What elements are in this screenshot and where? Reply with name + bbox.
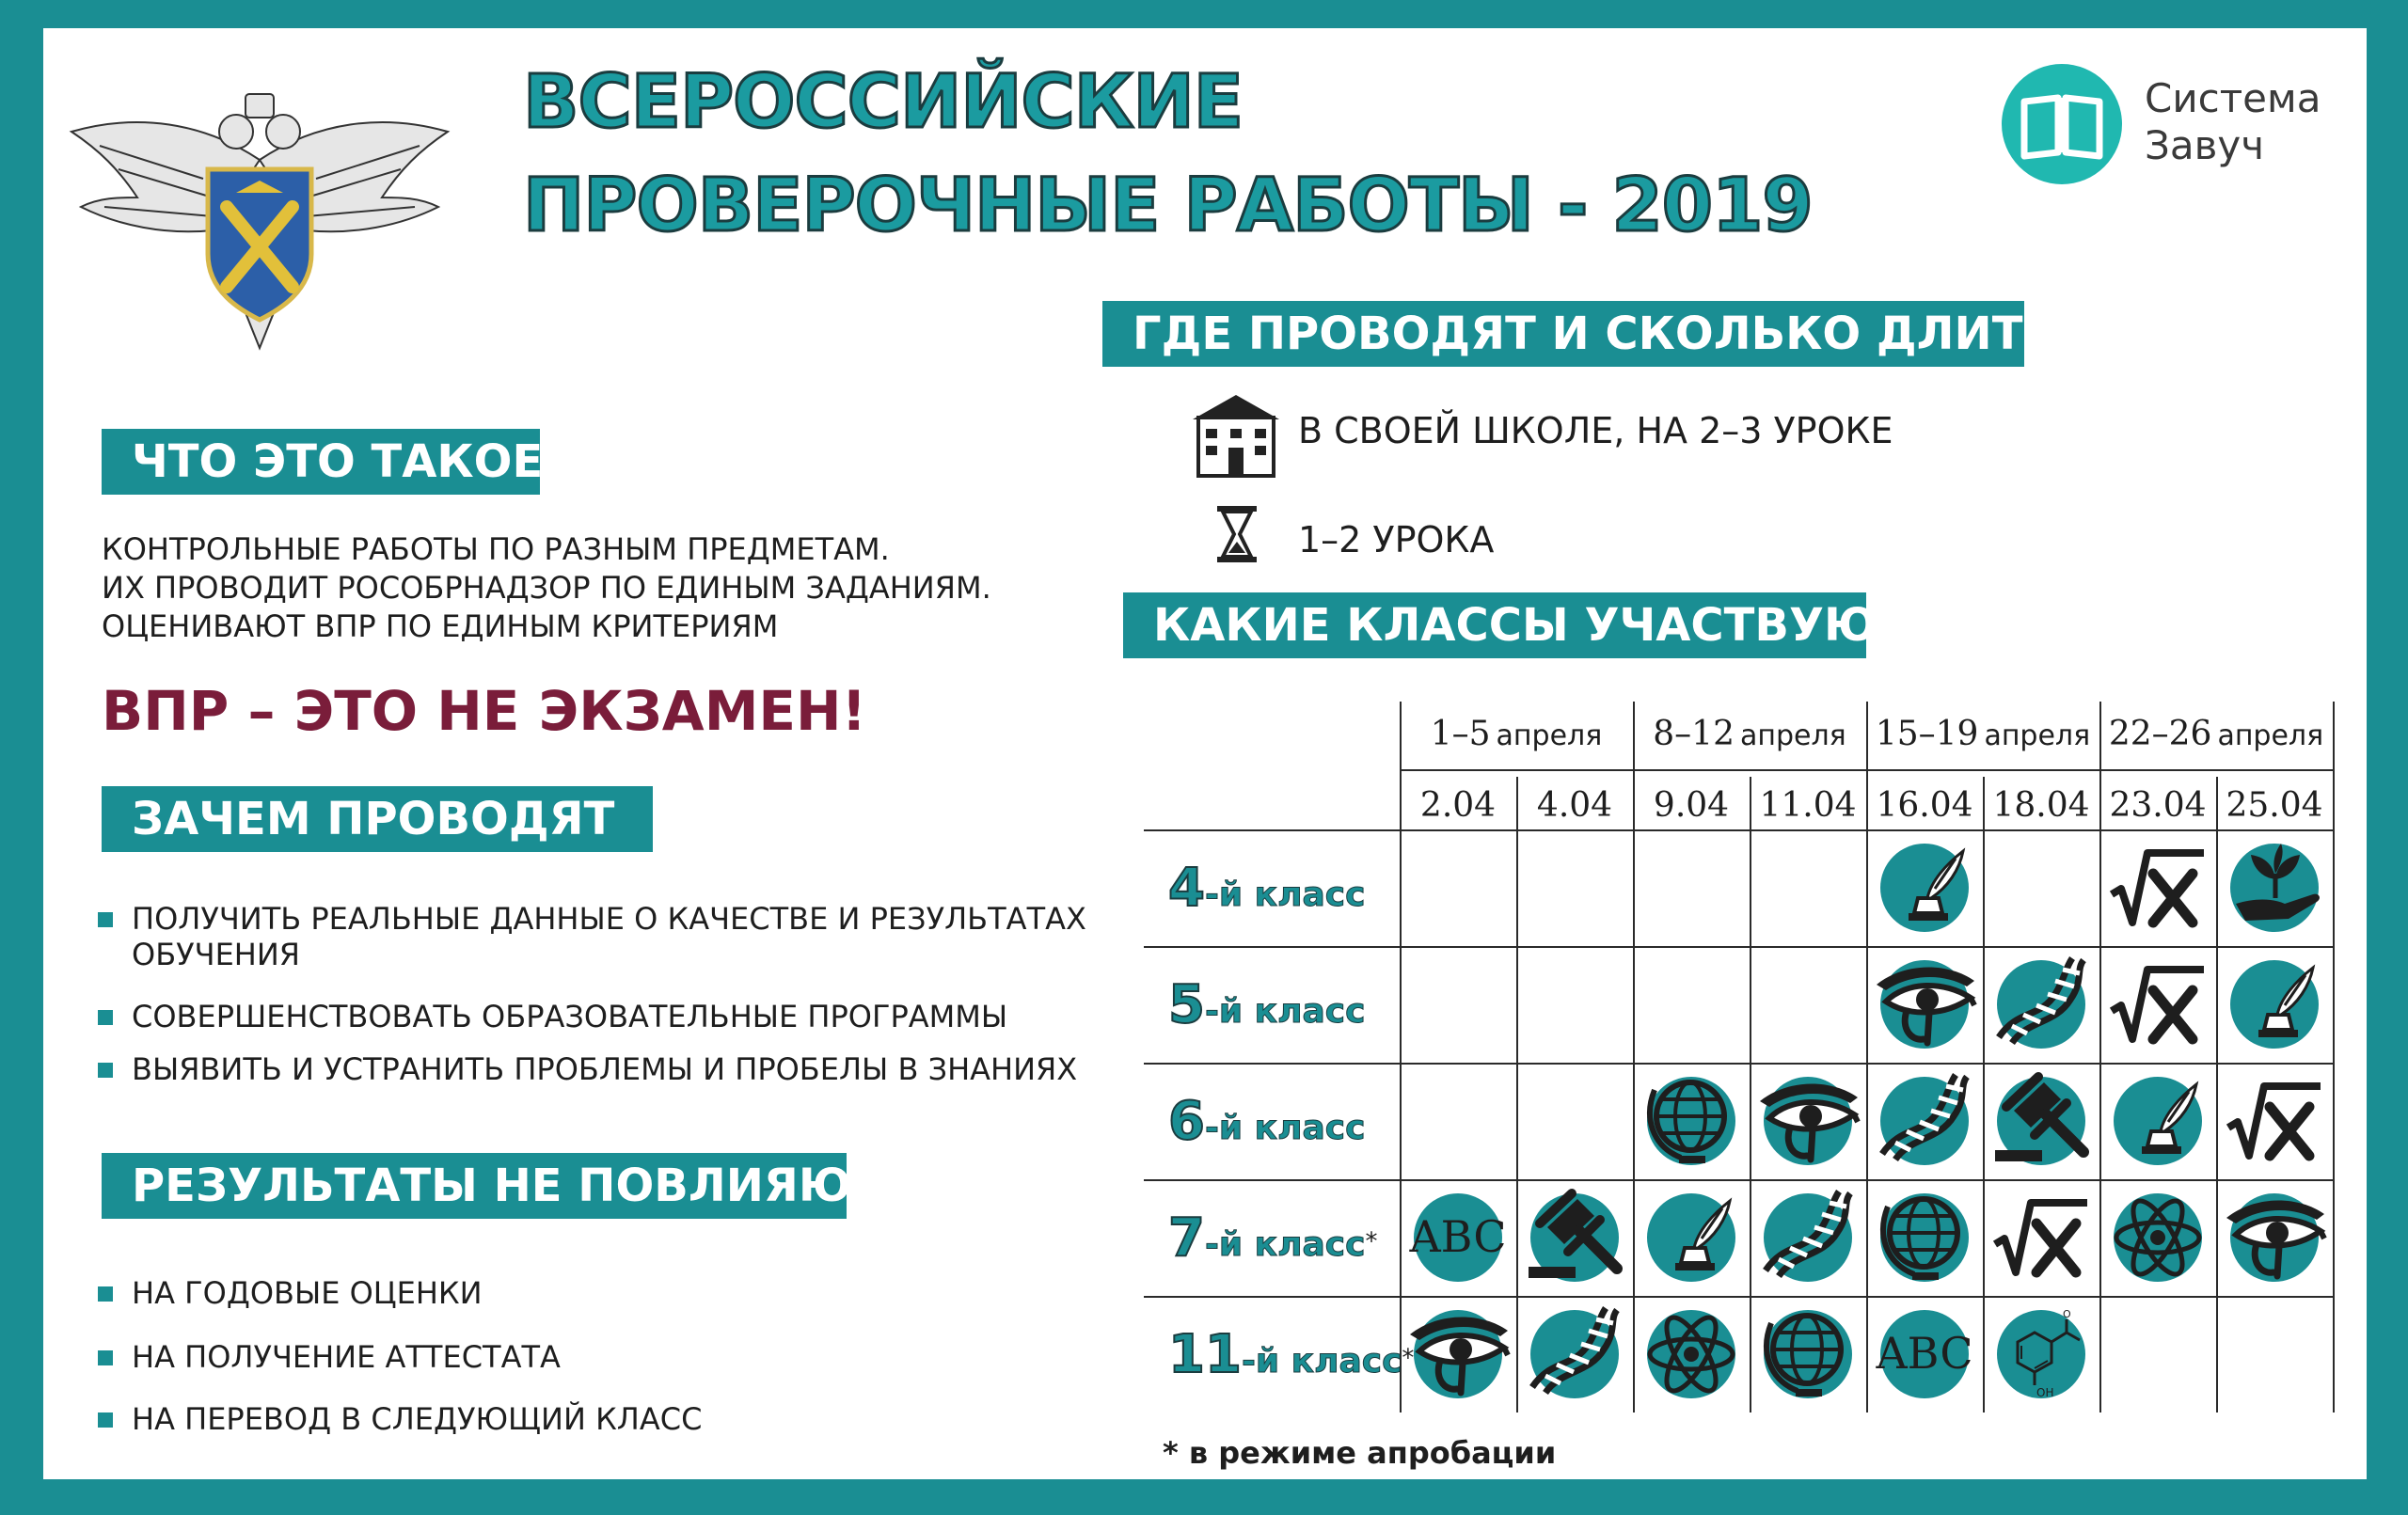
plant-hand-glyph [2223, 836, 2326, 939]
grid-line-vertical [2333, 702, 2335, 1412]
bullet-square-icon [98, 1286, 113, 1302]
sqrt-x-glyph [2106, 953, 2210, 1056]
grade-suffix: -й класс [1204, 1225, 1366, 1264]
approbation-note: * в режиме апробации [1163, 1435, 1557, 1471]
grade-label [1168, 1324, 1414, 1385]
hourglass-icon [1213, 504, 1260, 564]
grade-suffix: -й класс [1241, 1342, 1402, 1381]
grid-line-vertical [1750, 777, 1751, 1412]
sqrt-x-icon [2106, 953, 2210, 1056]
results-item-2-text: НА ПОЛУЧЕНИЕ АТТЕСТАТА [132, 1339, 561, 1375]
eye-of-horus-glyph [1406, 1302, 1510, 1406]
eye-of-horus-icon [1406, 1302, 1510, 1406]
grade-star: * [1402, 1344, 1415, 1373]
sqrt-x-icon [2106, 836, 2210, 939]
duration-text: 1–2 УРОКА [1298, 519, 1495, 560]
day-label: 23.04 [2109, 786, 2207, 825]
why-item-1-line-1: ПОЛУЧИТЬ РЕАЛЬНЫЕ ДАННЫЕ О КАЧЕСТВЕ И РЕЗУЛЬТАТАХ [132, 901, 1086, 937]
dna-glyph [1756, 1186, 1860, 1289]
grid-line-vertical [1516, 777, 1518, 1412]
bullet-square-icon [98, 912, 113, 927]
svg-text:ABC: ABC [1409, 1211, 1507, 1262]
week-range: 8–12 [1653, 715, 1735, 753]
atom-icon [1640, 1302, 1743, 1406]
eye-of-horus-glyph [1873, 953, 1976, 1056]
grade-suffix: -й класс [1204, 1109, 1366, 1147]
poster [43, 28, 2367, 1479]
globe-icon [1873, 1186, 1976, 1289]
week-month: апреля [1739, 719, 1846, 752]
globe-glyph [1756, 1302, 1860, 1406]
bullet-square-icon [98, 1350, 113, 1365]
atom-glyph [1640, 1302, 1743, 1406]
bullet-square-icon [98, 1412, 113, 1428]
atom-glyph [2106, 1186, 2210, 1289]
why-item-3 [98, 1051, 1077, 1087]
day-label: 9.04 [1653, 786, 1730, 825]
pen-inkwell-glyph [2223, 953, 2326, 1056]
what-line-2: ИХ ПРОВОДИТ РОСОБРНАДЗОР ПО ЕДИНЫМ ЗАДАНИЯМ. [102, 570, 991, 606]
grid-line-vertical [2216, 777, 2218, 1412]
results-item-3 [98, 1401, 702, 1437]
week-month: апреля [2217, 719, 2324, 752]
dna-glyph [1989, 953, 2093, 1056]
week-range: 1–5 [1430, 715, 1491, 753]
results-item-1 [98, 1275, 483, 1311]
globe-glyph [1640, 1069, 1743, 1173]
place-text: В СВОЕЙ ШКОЛЕ, НА 2–3 УРОКЕ [1298, 410, 1893, 451]
grade-suffix: -й класс [1204, 992, 1366, 1031]
grade-number: 6 [1168, 1091, 1205, 1152]
open-book-icon [2002, 64, 2122, 184]
grid-line-horizontal [1144, 1296, 2333, 1298]
grade-number: 11 [1168, 1324, 1242, 1385]
why-item-2-text: СОВЕРШЕНСТВОВАТЬ ОБРАЗОВАТЕЛЬНЫЕ ПРОГРАММЫ [132, 999, 1008, 1034]
sqrt-x-icon [2223, 1069, 2326, 1173]
why-heading: ЗАЧЕМ ПРОВОДЯТ [102, 786, 653, 852]
week-month: апреля [1496, 719, 1603, 752]
grade-number: 4 [1168, 858, 1205, 919]
abc-icon [1406, 1186, 1510, 1289]
eye-of-horus-icon [2223, 1186, 2326, 1289]
logo-line-2: Завуч [2145, 122, 2265, 168]
sqrt-x-glyph [1989, 1186, 2093, 1289]
title-line-2: ПРОВЕРОЧНЫЕ РАБОТЫ - 2019 [523, 164, 1813, 248]
week-range: 15–19 [1875, 715, 1979, 753]
why-item-1-line-2: ОБУЧЕНИЯ [132, 937, 301, 972]
school-building-icon [1189, 389, 1283, 480]
day-label: 18.04 [1992, 786, 2090, 825]
grade-label [1168, 1091, 1365, 1152]
why-item-3-text: ВЫЯВИТЬ И УСТРАНИТЬ ПРОБЛЕМЫ И ПРОБЕЛЫ В ЗНАНИЯХ [132, 1051, 1078, 1087]
pen-inkwell-icon [2223, 953, 2326, 1056]
results-item-3-text: НА ПЕРЕВОД В СЛЕДУЮЩИЙ КЛАСС [132, 1401, 703, 1437]
dna-icon [1989, 953, 2093, 1056]
grade-number: 5 [1168, 974, 1205, 1035]
eye-of-horus-icon [1873, 953, 1976, 1056]
week-label [1633, 715, 1866, 753]
eye-of-horus-icon [1756, 1069, 1860, 1173]
pen-inkwell-icon [1640, 1186, 1743, 1289]
abc-icon [1873, 1302, 1976, 1406]
what-line-1: КОНТРОЛЬНЫЕ РАБОТЫ ПО РАЗНЫМ ПРЕДМЕТАМ. [102, 531, 890, 567]
why-item-1 [98, 901, 1086, 972]
bullet-square-icon [98, 1063, 113, 1078]
eye-of-horus-glyph [1756, 1069, 1860, 1173]
gavel-icon [1523, 1186, 1626, 1289]
logo-badge [2002, 64, 2122, 184]
sqrt-x-glyph [2223, 1069, 2326, 1173]
grade-star: * [1365, 1227, 1378, 1256]
chemistry-molecule-glyph [1989, 1302, 2093, 1406]
pen-inkwell-glyph [1873, 836, 1976, 939]
sqrt-x-glyph [2106, 836, 2210, 939]
grade-label [1168, 974, 1365, 1035]
grid-line-horizontal [1144, 1179, 2333, 1181]
dna-icon [1756, 1186, 1860, 1289]
gavel-icon [1989, 1069, 2093, 1173]
grid-line-horizontal [1144, 829, 2333, 831]
logo-line-1: Система [2145, 75, 2321, 121]
where-heading: ГДЕ ПРОВОДЯТ И СКОЛЬКО ДЛИТСЯ [1102, 301, 2024, 367]
day-label: 4.04 [1536, 786, 1613, 825]
bullet-square-icon [98, 1010, 113, 1025]
title-line-1: ВСЕРОССИЙСКИЕ [523, 60, 1244, 145]
grid-line-horizontal [1144, 1063, 2333, 1065]
grade-label [1168, 1207, 1377, 1269]
logo-text [2145, 75, 2321, 169]
day-label: 2.04 [1419, 786, 1497, 825]
plant-hand-icon [2223, 836, 2326, 939]
globe-glyph [1873, 1186, 1976, 1289]
week-label [2099, 715, 2333, 753]
eagle-emblem-icon [62, 66, 457, 357]
results-heading: РЕЗУЛЬТАТЫ НЕ ПОВЛИЯЮТ [102, 1153, 847, 1219]
grid-line-horizontal [1400, 769, 2333, 771]
day-label: 25.04 [2226, 786, 2323, 825]
day-label: 11.04 [1759, 786, 1857, 825]
why-item-2 [98, 999, 1007, 1034]
grade-suffix: -й класс [1204, 876, 1366, 914]
dna-glyph [1523, 1302, 1626, 1406]
svg-text:OH: OH [2036, 1386, 2054, 1399]
what-line-3: ОЦЕНИВАЮТ ВПР ПО ЕДИНЫМ КРИТЕРИЯМ [102, 608, 779, 644]
results-item-1-text: НА ГОДОВЫЕ ОЦЕНКИ [132, 1275, 483, 1311]
grade-number: 7 [1168, 1207, 1205, 1269]
dna-icon [1523, 1302, 1626, 1406]
gavel-glyph [1523, 1186, 1626, 1289]
grid-line-horizontal [1144, 946, 2333, 948]
what-heading: ЧТО ЭТО ТАКОЕ [102, 429, 540, 495]
globe-icon [1640, 1069, 1743, 1173]
week-label [1866, 715, 2099, 753]
abc-glyph [1873, 1302, 1976, 1406]
chemistry-molecule-icon [1989, 1302, 2093, 1406]
pen-inkwell-icon [1873, 836, 1976, 939]
abc-glyph [1406, 1186, 1510, 1289]
grid-line-vertical [1983, 777, 1985, 1412]
grade-label [1168, 858, 1365, 919]
atom-icon [2106, 1186, 2210, 1289]
not-exam-callout: ВПР – ЭТО НЕ ЭКЗАМЕН! [102, 679, 867, 743]
week-month: апреля [1984, 719, 2091, 752]
pen-inkwell-glyph [2106, 1069, 2210, 1173]
classes-heading: КАКИЕ КЛАССЫ УЧАСТВУЮТ [1123, 592, 1866, 658]
dna-icon [1873, 1069, 1976, 1173]
svg-text:ABC: ABC [1876, 1328, 1973, 1379]
dna-glyph [1873, 1069, 1976, 1173]
what-description [102, 530, 991, 646]
pen-inkwell-icon [2106, 1069, 2210, 1173]
svg-text:O: O [2063, 1308, 2071, 1320]
gavel-glyph [1989, 1069, 2093, 1173]
sqrt-x-icon [1989, 1186, 2093, 1289]
eye-of-horus-glyph [2223, 1186, 2326, 1289]
globe-icon [1756, 1302, 1860, 1406]
week-label [1400, 715, 1633, 753]
results-item-2 [98, 1339, 561, 1375]
pen-inkwell-glyph [1640, 1186, 1743, 1289]
week-range: 22–26 [2108, 715, 2212, 753]
day-label: 16.04 [1876, 786, 1973, 825]
